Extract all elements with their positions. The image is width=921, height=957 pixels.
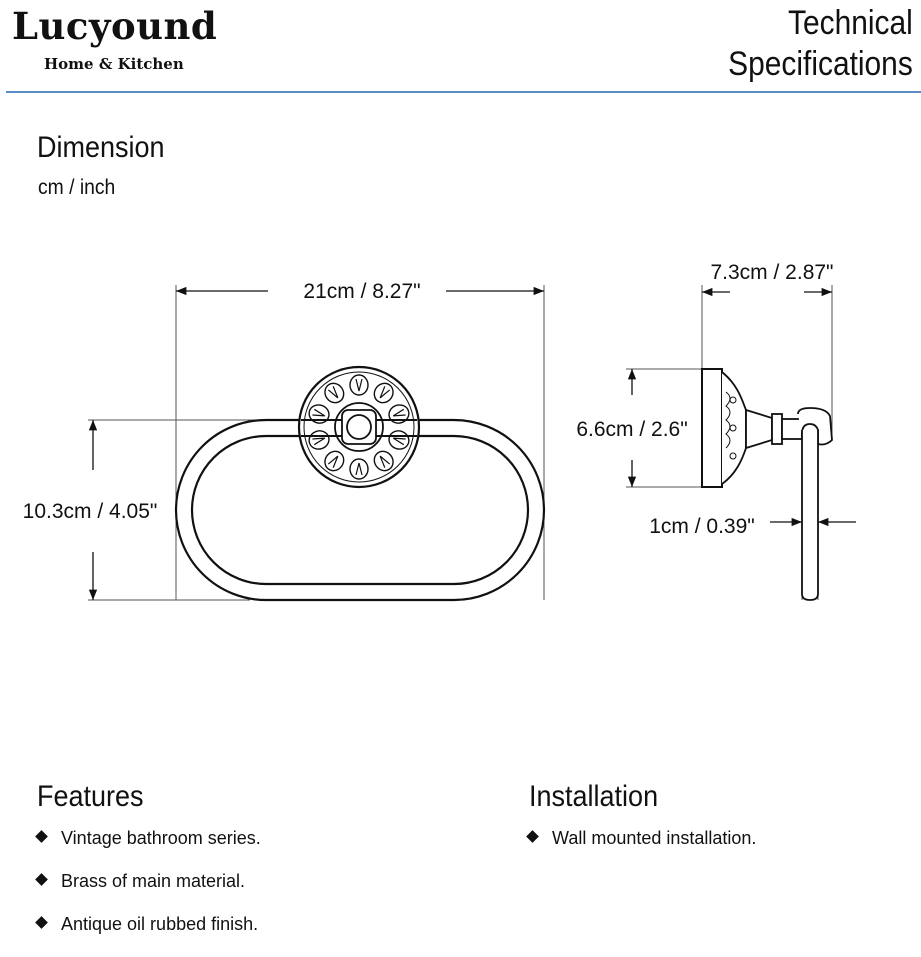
wall-plate bbox=[702, 369, 722, 487]
diamond-bullet-icon bbox=[35, 830, 48, 843]
feature-item bbox=[35, 828, 261, 871]
side-view-drawing bbox=[626, 285, 856, 600]
feature-item bbox=[35, 914, 261, 957]
depth-label: 7.3cm / 2.87" bbox=[710, 261, 834, 284]
features-title: Features bbox=[37, 780, 144, 813]
feature-item-text: Vintage bathroom series. bbox=[61, 828, 261, 848]
brand-logo-subtitle: Home & Kitchen bbox=[44, 55, 184, 73]
feature-item-text: Antique oil rubbed finish. bbox=[61, 914, 259, 934]
feature-item-text: Brass of main material. bbox=[61, 871, 246, 891]
installation-list bbox=[526, 828, 756, 871]
height-label: 10.3cm / 4.05" bbox=[22, 500, 158, 523]
plate-height-label: 6.6cm / 2.6" bbox=[576, 418, 688, 441]
installation-item-text: Wall mounted installation. bbox=[552, 828, 757, 848]
features-list bbox=[35, 828, 261, 957]
diamond-bullet-icon bbox=[526, 830, 539, 843]
feature-item bbox=[35, 871, 261, 914]
diamond-bullet-icon bbox=[35, 916, 48, 929]
installation-item bbox=[526, 828, 756, 871]
diamond-bullet-icon bbox=[35, 873, 48, 886]
rosette-flange bbox=[299, 367, 419, 487]
dimension-title: Dimension bbox=[37, 131, 165, 164]
bar-thickness-label: 1cm / 0.39" bbox=[649, 515, 755, 538]
installation-title: Installation bbox=[529, 780, 659, 813]
width-label: 21cm / 8.27" bbox=[303, 280, 421, 303]
front-view-drawing bbox=[88, 285, 544, 600]
brand-logo-name: Lucyound bbox=[12, 4, 218, 48]
unit-label: cm / inch bbox=[38, 176, 116, 199]
page-title-line2: Specifications bbox=[728, 45, 913, 83]
page-title-line1: Technical bbox=[788, 4, 913, 42]
